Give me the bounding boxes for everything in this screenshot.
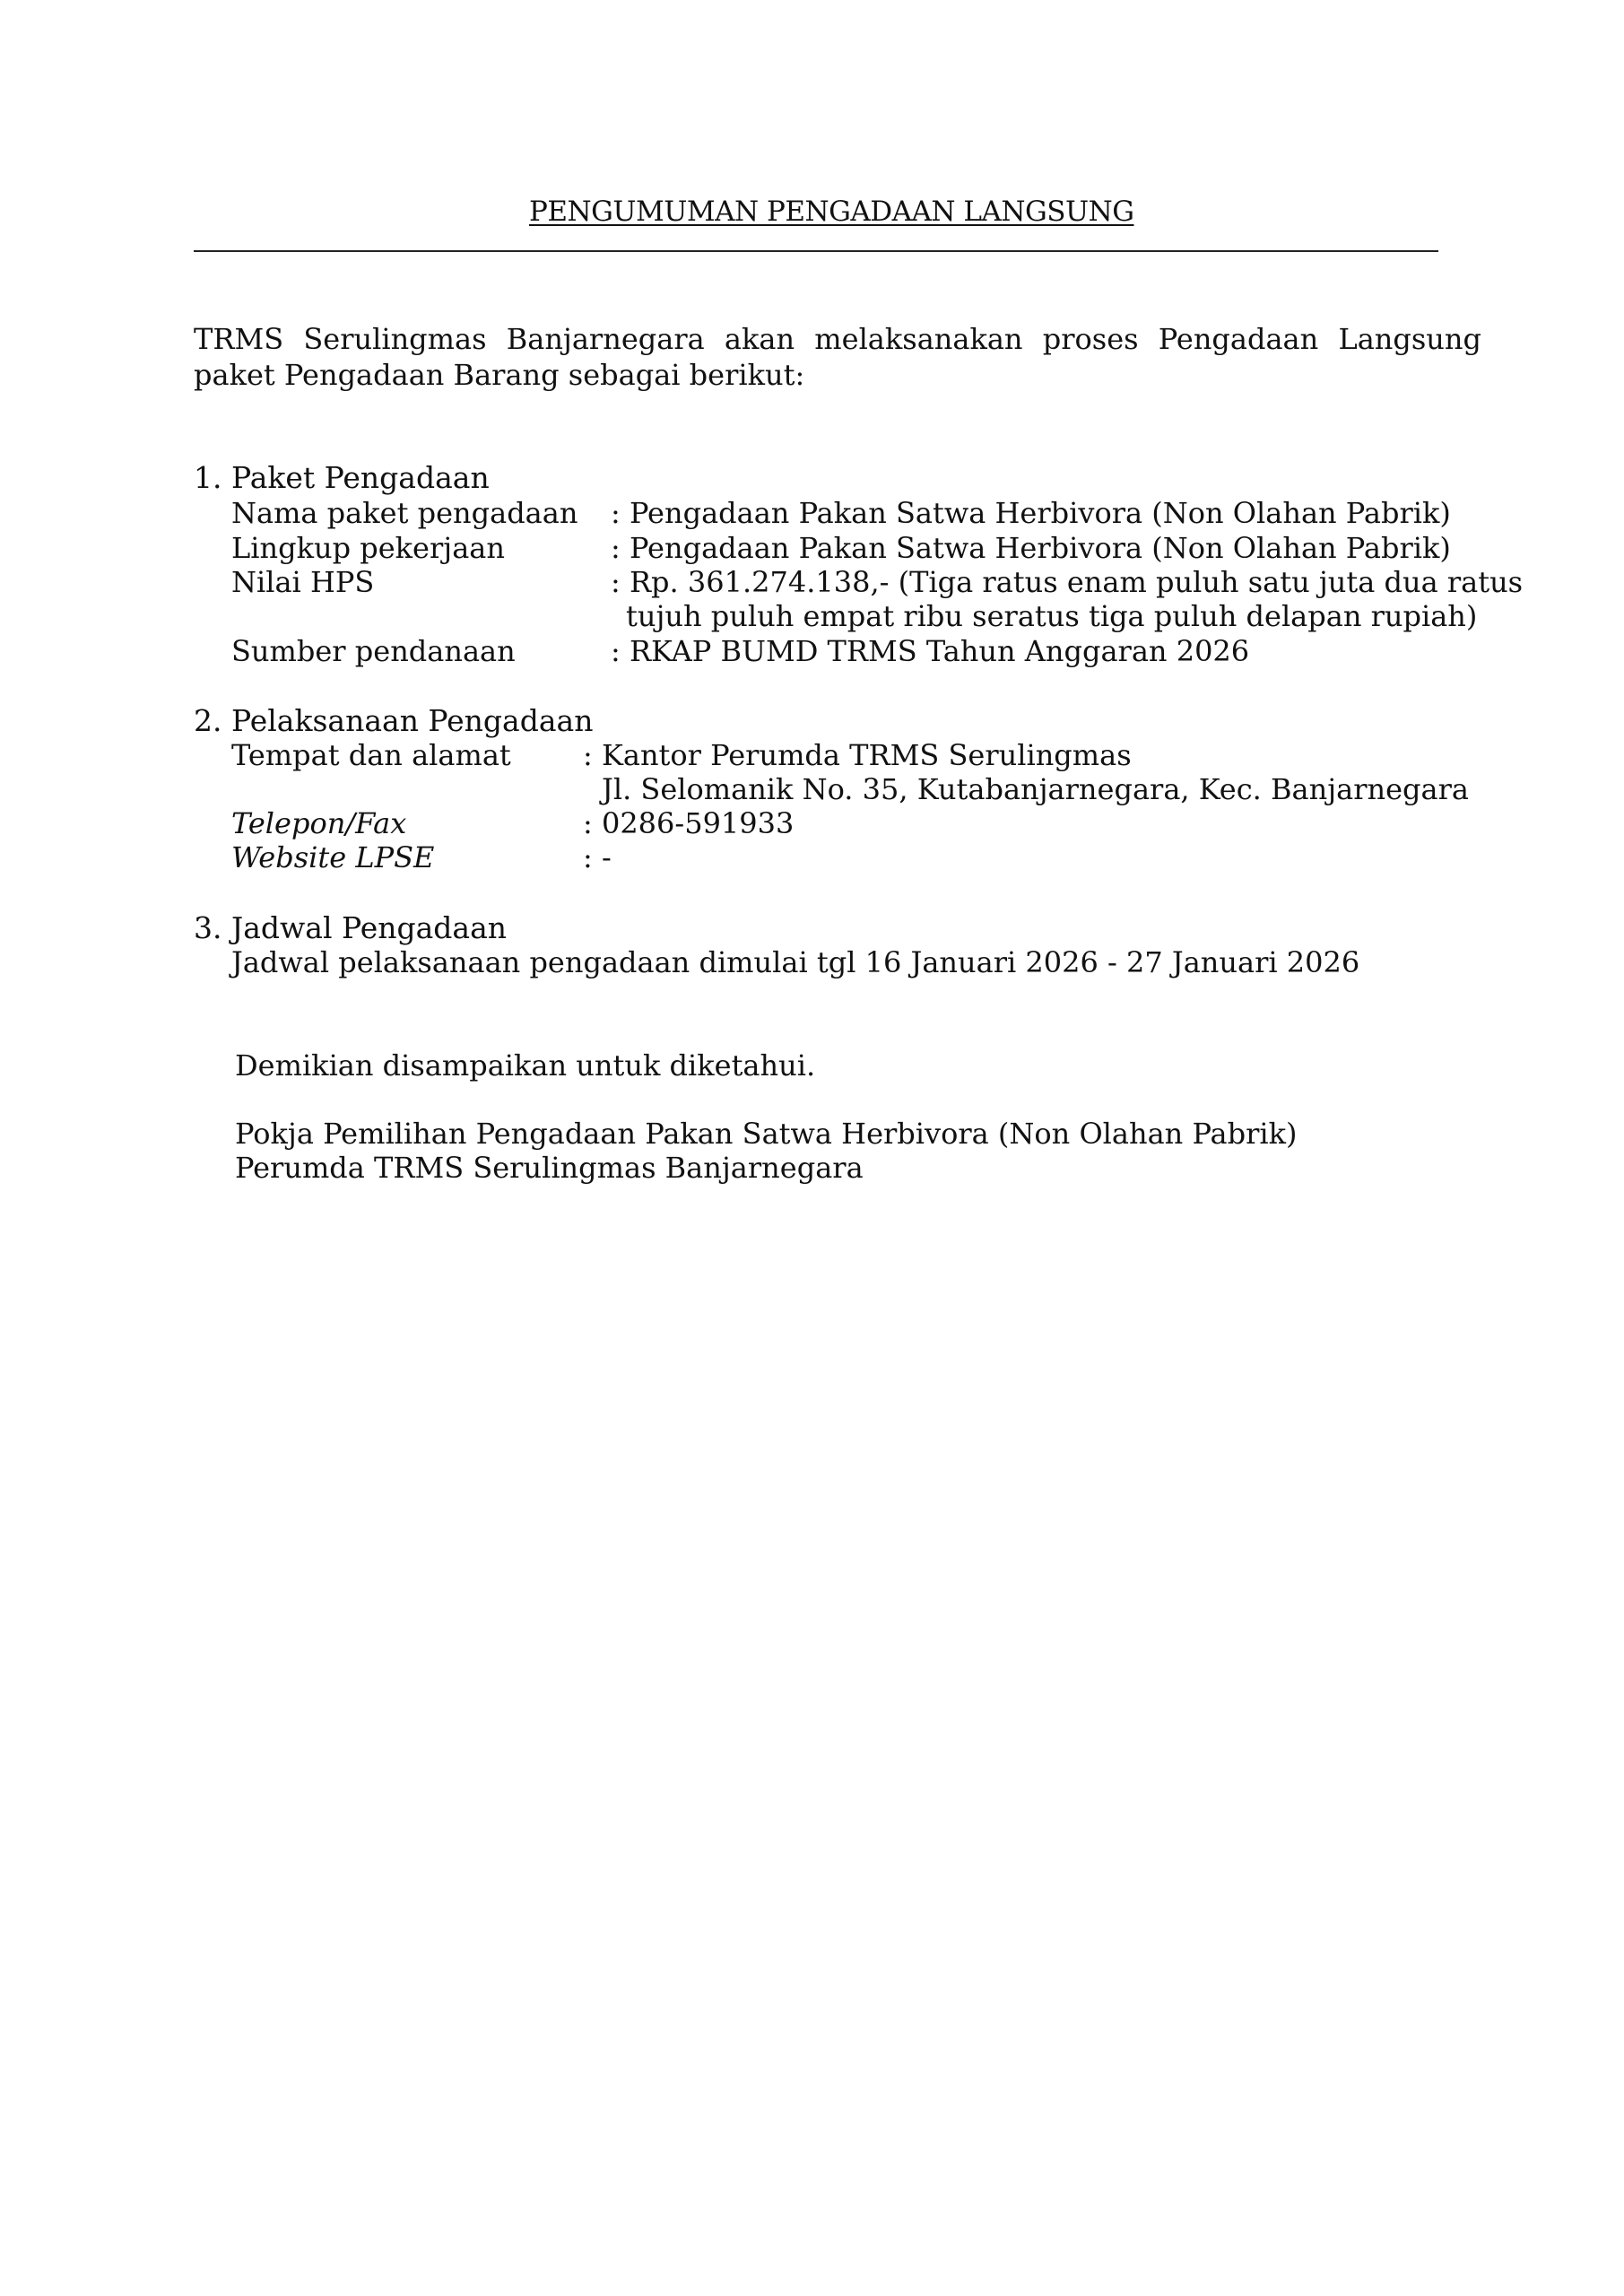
row-value-nilai-hps: : Rp. 361.274.138,- (Tiga ratus enam puluh satu juta dua ratus [611, 565, 1524, 599]
row-label-nilai-hps: Nilai HPS [231, 565, 375, 599]
intro-paragraph: TRMS Serulingmas Banjarnegara akan melaksanakan proses Pengadaan Langsung paket Pengadaan Barang sebagai berikut: [194, 322, 1481, 392]
section-1-number: 1. [194, 460, 222, 495]
row-label-lingkup: Lingkup pekerjaan [231, 531, 505, 565]
row-label-tempat: Tempat dan alamat [231, 738, 511, 772]
section-3-number: 3. [194, 910, 222, 945]
signature-line-2: Perumda TRMS Serulingmas Banjarnegara [235, 1151, 864, 1185]
row-label-telepon: Telepon/Fax [231, 806, 407, 840]
row-label-sumber: Sumber pendanaan [231, 634, 516, 668]
section-3-heading: Jadwal Pengadaan [231, 910, 508, 945]
section-2-heading: Pelaksanaan Pengadaan [231, 703, 594, 738]
row-value-website: : - [583, 840, 612, 874]
row-label-website: Website LPSE [231, 840, 435, 874]
title-divider [194, 250, 1438, 252]
row-value-tempat: : Kantor Perumda TRMS Serulingmas [583, 738, 1132, 772]
document-title: PENGUMUMAN PENGADAAN LANGSUNG [529, 196, 1134, 228]
row-value-nilai-hps-cont: tujuh puluh empat ribu seratus tiga puluh delapan rupiah) [626, 599, 1478, 633]
row-value-sumber: : RKAP BUMD TRMS Tahun Anggaran 2026 [611, 634, 1250, 668]
row-value-alamat: Jl. Selomanik No. 35, Kutabanjarnegara, Kec. Banjarnegara [602, 772, 1469, 806]
row-label-nama-paket: Nama paket pengadaan [231, 496, 578, 530]
section-1-heading: Paket Pengadaan [231, 460, 490, 495]
row-value-lingkup: : Pengadaan Pakan Satwa Herbivora (Non Olahan Pabrik) [611, 531, 1451, 565]
closing-text: Demikian disampaikan untuk diketahui. [235, 1048, 816, 1083]
row-value-telepon: : 0286-591933 [583, 806, 795, 840]
section-2-number: 2. [194, 703, 222, 738]
row-value-nama-paket: : Pengadaan Pakan Satwa Herbivora (Non Olahan Pabrik) [611, 496, 1451, 530]
schedule-text: Jadwal pelaksanaan pengadaan dimulai tgl 16 Januari 2026 - 27 Januari 2026 [231, 945, 1360, 979]
signature-line-1: Pokja Pemilihan Pengadaan Pakan Satwa Herbivora (Non Olahan Pabrik) [235, 1117, 1298, 1151]
